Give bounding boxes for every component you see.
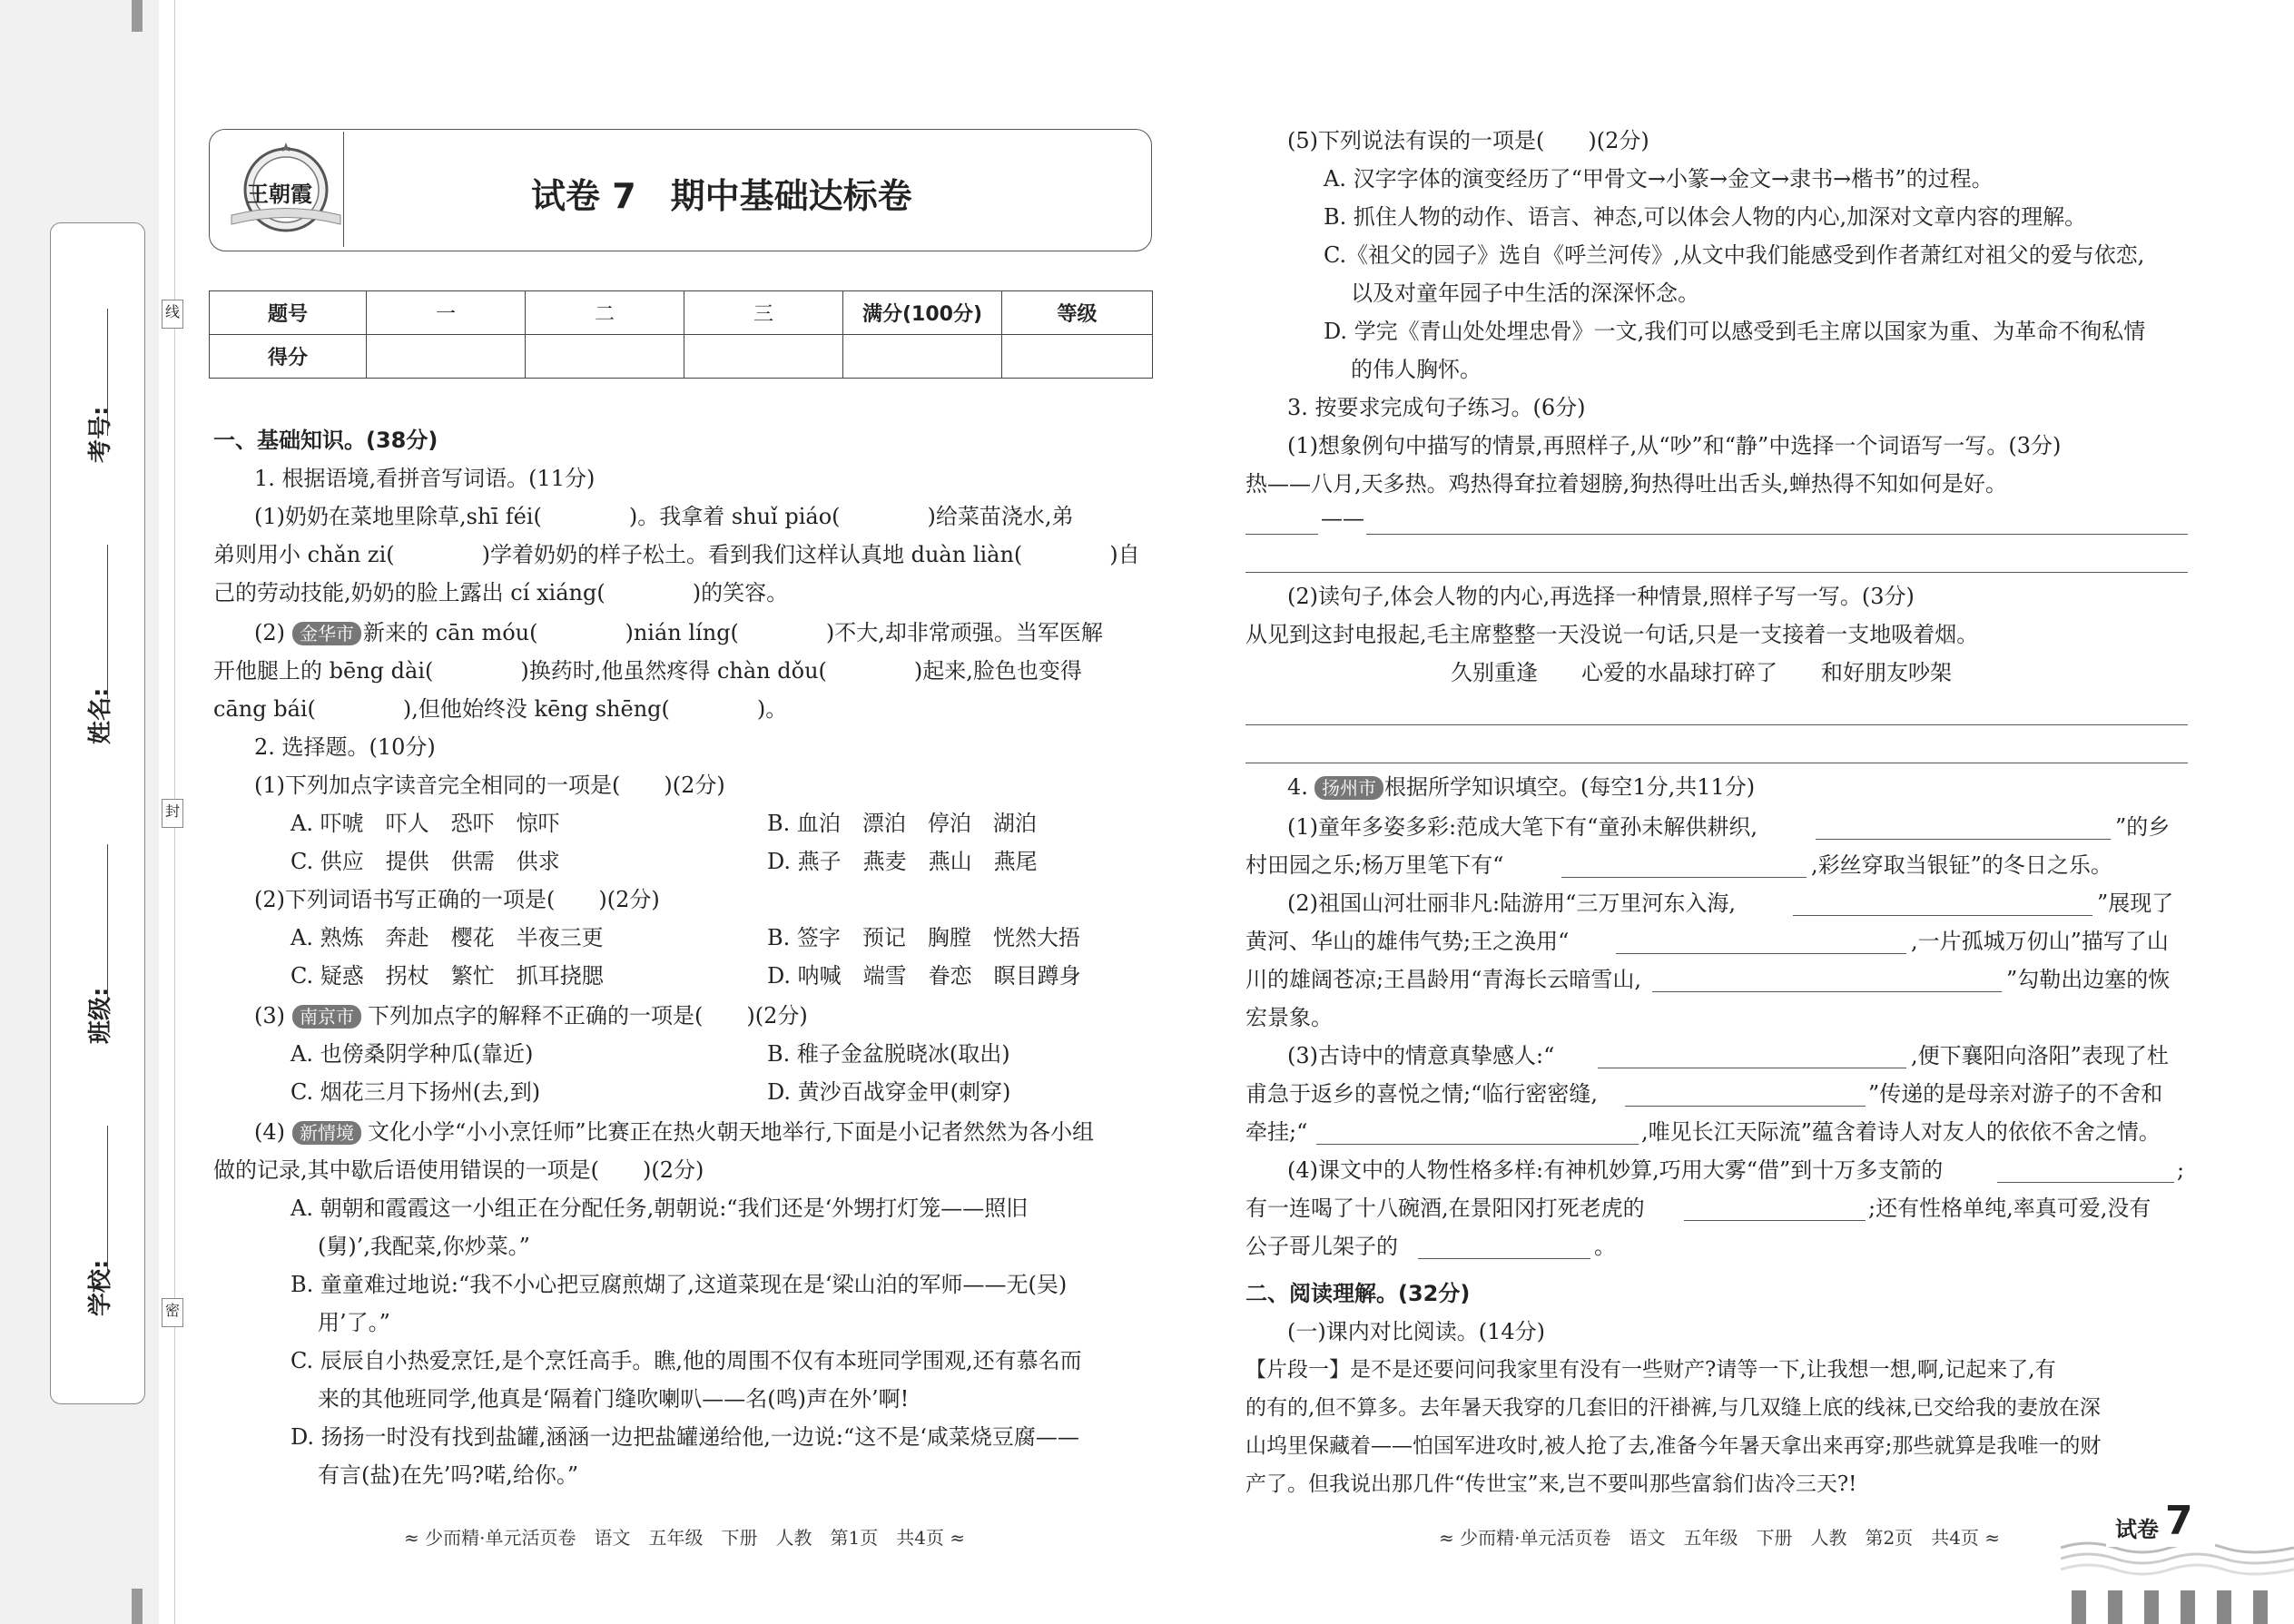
q2-1-c[interactable]: C. 供应 提供 供需 供求 xyxy=(290,849,560,874)
q4-2-d: ,一片孤城万仞山”描写了山 xyxy=(1911,929,2169,954)
th-2: 二 xyxy=(526,291,684,335)
q3-2-example: 从见到这封电报起,毛主席整整一天没说一句话,只是一支接着一支地吸着烟。 xyxy=(1245,622,1979,647)
label-xuexiao: 学校: xyxy=(87,1259,114,1316)
q2-3-d[interactable]: D. 黄沙百战穿金甲(刺穿) xyxy=(767,1079,1011,1105)
logo xyxy=(227,138,345,242)
q2-1-a[interactable]: A. 吓唬 吓人 恐吓 惊吓 xyxy=(290,811,560,836)
score-cell[interactable] xyxy=(843,335,1002,379)
footer-left: ≈ 少而精·单元活页卷 语文 五年级 下册 人教 第1页 共4页 ≈ xyxy=(404,1527,966,1549)
q3-2-answer-line[interactable] xyxy=(1245,724,2188,725)
score-cell[interactable] xyxy=(1002,335,1153,379)
q2-5-c1[interactable]: C.《祖父的园子》选自《呼兰河传》,从文中我们能感受到作者萧红对祖父的爱与依恋, xyxy=(1324,242,2145,268)
tag-xinqingjing: 新情境 xyxy=(292,1118,361,1146)
q2-3-b[interactable]: B. 稚子金盆脱晓冰(取出) xyxy=(767,1041,1010,1067)
q2-3-a[interactable]: A. 也傍桑阴学种瓜(靠近) xyxy=(290,1041,534,1067)
q4-1-d: ,彩丝穿取当银钲”的冬日之乐。 xyxy=(1811,852,2112,878)
q2-4-c2[interactable]: 来的其他班同学,他真是‘隔着门缝吹喇叭——名(鸣)声在外’啊! xyxy=(318,1386,910,1412)
header-divider xyxy=(343,132,344,247)
bottom-bar xyxy=(2181,1590,2195,1624)
th-tihao: 题号 xyxy=(210,291,367,335)
logo-text: 王朝霞 xyxy=(247,181,312,207)
q2-4-d1[interactable]: D. 扬扬一时没有找到盐罐,涵涵一边把盐罐递给他,一边说:“这不是‘咸菜烧豆腐—— xyxy=(290,1424,1079,1450)
kaohao-field[interactable] xyxy=(107,309,108,436)
q4-3-a: (3)古诗中的情意真挚感人:“ xyxy=(1287,1043,1555,1068)
q4-1-b: ”的乡 xyxy=(2115,814,2171,840)
q4-1-a: (1)童年多姿多彩:范成大笔下有“童孙未解供耕织, xyxy=(1287,814,1757,840)
q3-1-answer-line[interactable] xyxy=(1366,534,2188,535)
tag-nanjing: 南京市 xyxy=(292,1002,361,1029)
q2-4-num: (4) xyxy=(254,1119,285,1145)
q4-1-c: 村田园之乐;杨万里笔下有“ xyxy=(1245,852,1504,878)
q4-4-f: 。 xyxy=(1594,1234,1616,1259)
score-table xyxy=(209,290,1153,379)
q4-2-e: 川的雄阔苍凉;王昌龄用“青海长云暗雪山, xyxy=(1245,967,1641,992)
q4-4-d: ;还有性格单纯,率真可爱,没有 xyxy=(1868,1196,2151,1221)
q2-4-b1[interactable]: B. 童童难过地说:“我不小心把豆腐煎煳了,这道菜现在是‘梁山泊的军师——无(吴) xyxy=(290,1272,1068,1297)
corner-mark xyxy=(132,1589,143,1624)
th-1: 一 xyxy=(367,291,526,335)
q4-num: 4. xyxy=(1287,774,1308,800)
section-1-title: 一、基础知识。(38分) xyxy=(213,428,438,453)
q2-title: 2. 选择题。(10分) xyxy=(254,734,436,760)
q2-5-b[interactable]: B. 抓住人物的动作、语言、神态,可以体会人物的内心,加深对文章内容的理解。 xyxy=(1324,204,2087,230)
q2-5-a[interactable]: A. 汉字字体的演变经历了“甲骨文→小篆→金文→隶书→楷书”的过程。 xyxy=(1324,166,1994,192)
passage-1-line4: 产了。但我说出那几件“传世宝”来,岂不要叫那些富翁们齿冷三天?! xyxy=(1245,1472,1857,1496)
xuexiao-field[interactable] xyxy=(107,1126,108,1271)
score-cell[interactable] xyxy=(367,335,526,379)
q4-3-blank3[interactable] xyxy=(1316,1144,1639,1145)
q2-2-a[interactable]: A. 熟炼 奔赴 樱花 半夜三更 xyxy=(290,925,604,950)
bottom-bar xyxy=(2253,1590,2268,1624)
q4-3-e: 牵挂;“ xyxy=(1245,1119,1308,1145)
label-banji: 班级: xyxy=(87,987,114,1044)
passage-1-line2: 的有的,但不算多。去年暑天我穿的几套旧的汗褂裤,与几双缝上底的线袜,已交给我的妻放在深 xyxy=(1245,1396,2101,1420)
corner-mark xyxy=(132,0,143,32)
q3-2-options: 久别重逢 心爱的水晶球打碎了 和好朋友吵架 xyxy=(1451,660,1952,685)
binding-mark-mi: 密 xyxy=(162,1298,183,1327)
q1-title: 1. 根据语境,看拼音写词语。(11分) xyxy=(254,466,596,491)
binding-mark-xian: 线 xyxy=(162,300,183,329)
q3-1-stem: (1)想象例句中描写的情景,再照样子,从“吵”和“静”中选择一个词语写一写。(3分) xyxy=(1287,433,2062,458)
student-info-box xyxy=(50,222,145,1404)
q4-2-blank1[interactable] xyxy=(1793,915,2092,916)
q4-2-f: ”勾勒出边塞的恢 xyxy=(2006,967,2171,992)
reading-1-title: (一)课内对比阅读。(14分) xyxy=(1287,1319,1545,1344)
q2-3-c[interactable]: C. 烟花三月下扬州(去,到) xyxy=(290,1079,541,1105)
q4-3-f: ,唯见长江天际流”蕴含着诗人对友人的依依不舍之情。 xyxy=(1641,1119,2161,1145)
section-2-title: 二、阅读理解。(32分) xyxy=(1245,1281,1471,1306)
q2-5-d1[interactable]: D. 学完《青山处处埋忠骨》一文,我们可以感受到毛主席以国家为重、为革命不徇私情 xyxy=(1324,319,2146,344)
q4-3-b: ,便下襄阳向洛阳”表现了杜 xyxy=(1911,1043,2169,1068)
q4-2-b: ”展现了 xyxy=(2097,891,2174,916)
q2-3-stem: 下列加点字的解释不正确的一项是( )(2分) xyxy=(368,1003,808,1029)
bottom-bar xyxy=(2217,1590,2231,1624)
label-xingming: 姓名: xyxy=(87,687,114,744)
q4-4-b: ; xyxy=(2177,1157,2185,1183)
q4-stem: 根据所学知识填空。(每空1分,共11分) xyxy=(1384,774,1756,800)
q4-3-d: ”传递的是母亲对游子的不舍和 xyxy=(1868,1081,2163,1107)
th-3: 三 xyxy=(684,291,843,335)
passage-1-line3: 山坞里保藏着——怕国军进攻时,被人抢了去,准备今年暑天拿出来再穿;那些就算是我唯一的财 xyxy=(1245,1434,2102,1458)
q3-2-stem: (2)读句子,体会人物的内心,再选择一种情景,照样子写一写。(3分) xyxy=(1287,584,1915,609)
q2-5-stem: (5)下列说法有误的一项是( )(2分) xyxy=(1287,128,1649,153)
score-cell[interactable] xyxy=(684,335,843,379)
q2-1-d[interactable]: D. 燕子 燕麦 燕山 燕尾 xyxy=(767,849,1038,874)
q4-2-g: 宏景象。 xyxy=(1245,1005,1333,1030)
q2-4-c1[interactable]: C. 辰辰自小热爱烹饪,是个烹饪高手。瞧,他的周围不仅有本班同学围观,还有慕名而 xyxy=(290,1348,1082,1373)
q1-1-line2: 弟则用小 chǎn zi( )学着奶奶的样子松土。看到我们这样认真地 duàn liàn( )自 xyxy=(213,542,1140,567)
bottom-bar xyxy=(2144,1590,2159,1624)
q2-2-stem: (2)下列词语书写正确的一项是( )(2分) xyxy=(254,887,660,912)
binding-mark-feng: 封 xyxy=(162,799,183,828)
q4-4-c: 有一连喝了十八碗酒,在景阳冈打死老虎的 xyxy=(1245,1196,1645,1221)
q4-2-blank2[interactable] xyxy=(1616,953,1906,954)
banji-field[interactable] xyxy=(107,844,108,999)
q1-1-line1: (1)奶奶在菜地里除草,shī féi( )。我拿着 shuǐ piáo( )给菜苗浇水,弟 xyxy=(254,504,1074,529)
q2-2-d[interactable]: D. 呐喊 端雪 眷恋 瞑目蹲身 xyxy=(767,963,1081,989)
q2-3-num: (3) xyxy=(254,1003,285,1029)
tag-yangzhou: 扬州市 xyxy=(1314,773,1383,801)
q4-2-c: 黄河、华山的雄伟气势;王之涣用“ xyxy=(1245,929,1570,954)
label-kaohao: 考号: xyxy=(87,406,114,463)
q4-1-blank2[interactable] xyxy=(1561,877,1807,878)
q4-2-a: (2)祖国山河壮丽非凡:陆游用“三万里河东入海, xyxy=(1287,891,1736,916)
q4-1-blank1[interactable] xyxy=(1816,839,2111,840)
badge-label: 试卷 xyxy=(2115,1517,2159,1542)
q1-2-line3: cāng bái( ),但他始终没 kēng shēng( )。 xyxy=(213,696,788,722)
tag-jinhua: 金华市 xyxy=(292,619,361,646)
badge-number: 7 xyxy=(2165,1498,2193,1544)
page-title: 试卷 7 期中基础达标卷 xyxy=(531,176,912,216)
q4-4-a: (4)课文中的人物性格多样:有神机妙算,巧用大雾“借”到十万多支箭的 xyxy=(1287,1157,1944,1183)
q4-3-c: 甫急于返乡的喜悦之情;“临行密密缝, xyxy=(1245,1081,1598,1107)
q4-4-blank1[interactable] xyxy=(1997,1182,2174,1183)
score-cell[interactable] xyxy=(526,335,684,379)
q2-1-stem: (1)下列加点字读音完全相同的一项是( )(2分) xyxy=(254,773,725,798)
q4-2-blank3[interactable] xyxy=(1652,991,2002,992)
q3-1-example: 热——八月,天多热。鸡热得耷拉着翅膀,狗热得吐出舌头,蝉热得不知如何是好。 xyxy=(1245,471,2007,497)
q1-2-line2: 开他腿上的 bēng dài( )换药时,他虽然疼得 chàn dǒu( )起来,脸色也变得 xyxy=(213,658,1082,684)
q2-2-c[interactable]: C. 疑惑 拐杖 繁忙 抓耳挠腮 xyxy=(290,963,604,989)
q2-5-d2[interactable]: 的伟人胸怀。 xyxy=(1351,357,1482,382)
q4-4-blank3[interactable] xyxy=(1418,1258,1590,1259)
th-grade: 等级 xyxy=(1002,291,1153,335)
q2-5-c2[interactable]: 以及对童年园子中生活的深深怀念。 xyxy=(1351,281,1699,306)
q1-2-line1: 新来的 cān móu( )nián líng( )不大,却非常顽强。当军医解 xyxy=(363,620,1103,645)
xingming-field[interactable] xyxy=(107,545,108,699)
q2-4-b2[interactable]: 用’了。” xyxy=(318,1310,390,1335)
q3-1-dash: —— xyxy=(1321,506,1364,531)
q2-4-d2[interactable]: 有言(盐)在先’吗?喏,给你。” xyxy=(318,1462,579,1488)
q1-1-line3: 己的劳动技能,奶奶的脸上露出 cí xiáng( )的笑容。 xyxy=(213,580,789,605)
q2-4-a2[interactable]: (舅)’,我配菜,你炒菜。” xyxy=(318,1234,530,1259)
q4-3-blank2[interactable] xyxy=(1625,1106,1866,1107)
q3-1-answer-line[interactable] xyxy=(1245,534,1318,535)
bottom-bar xyxy=(2072,1590,2086,1624)
q3-1-answer-line[interactable] xyxy=(1245,572,2188,573)
q2-4-a1[interactable]: A. 朝朝和霞霞这一小组正在分配任务,朝朝说:“我们还是‘外甥打灯笼——照旧 xyxy=(290,1196,1029,1221)
q2-4-stem2: 做的记录,其中歇后语使用错误的一项是( )(2分) xyxy=(213,1157,704,1183)
q4-4-e: 公子哥儿架子的 xyxy=(1245,1234,1398,1259)
q1-2-num: (2) xyxy=(254,620,285,645)
q4-4-blank2[interactable] xyxy=(1684,1220,1866,1221)
q2-1-b[interactable]: B. 血泊 漂泊 停泊 湖泊 xyxy=(767,811,1037,836)
q2-4-stem1: 文化小学“小小烹饪师”比赛正在热火朝天地举行,下面是小记者然然为各小组 xyxy=(368,1119,1095,1145)
td-defen: 得分 xyxy=(210,335,367,379)
q2-2-b[interactable]: B. 签字 预记 胸膛 恍然大捂 xyxy=(767,925,1080,950)
th-full: 满分(100分) xyxy=(843,291,1002,335)
passage-1-line1: 【片段一】是不是还要问问我家里有没有一些财产?请等一下,让我想一想,啊,记起来了,有 xyxy=(1245,1358,2056,1382)
bottom-bar xyxy=(2108,1590,2122,1624)
q3-title: 3. 按要求完成句子练习。(6分) xyxy=(1287,395,1586,420)
footer-right: ≈ 少而精·单元活页卷 语文 五年级 下册 人教 第2页 共4页 ≈ xyxy=(1439,1527,2001,1549)
